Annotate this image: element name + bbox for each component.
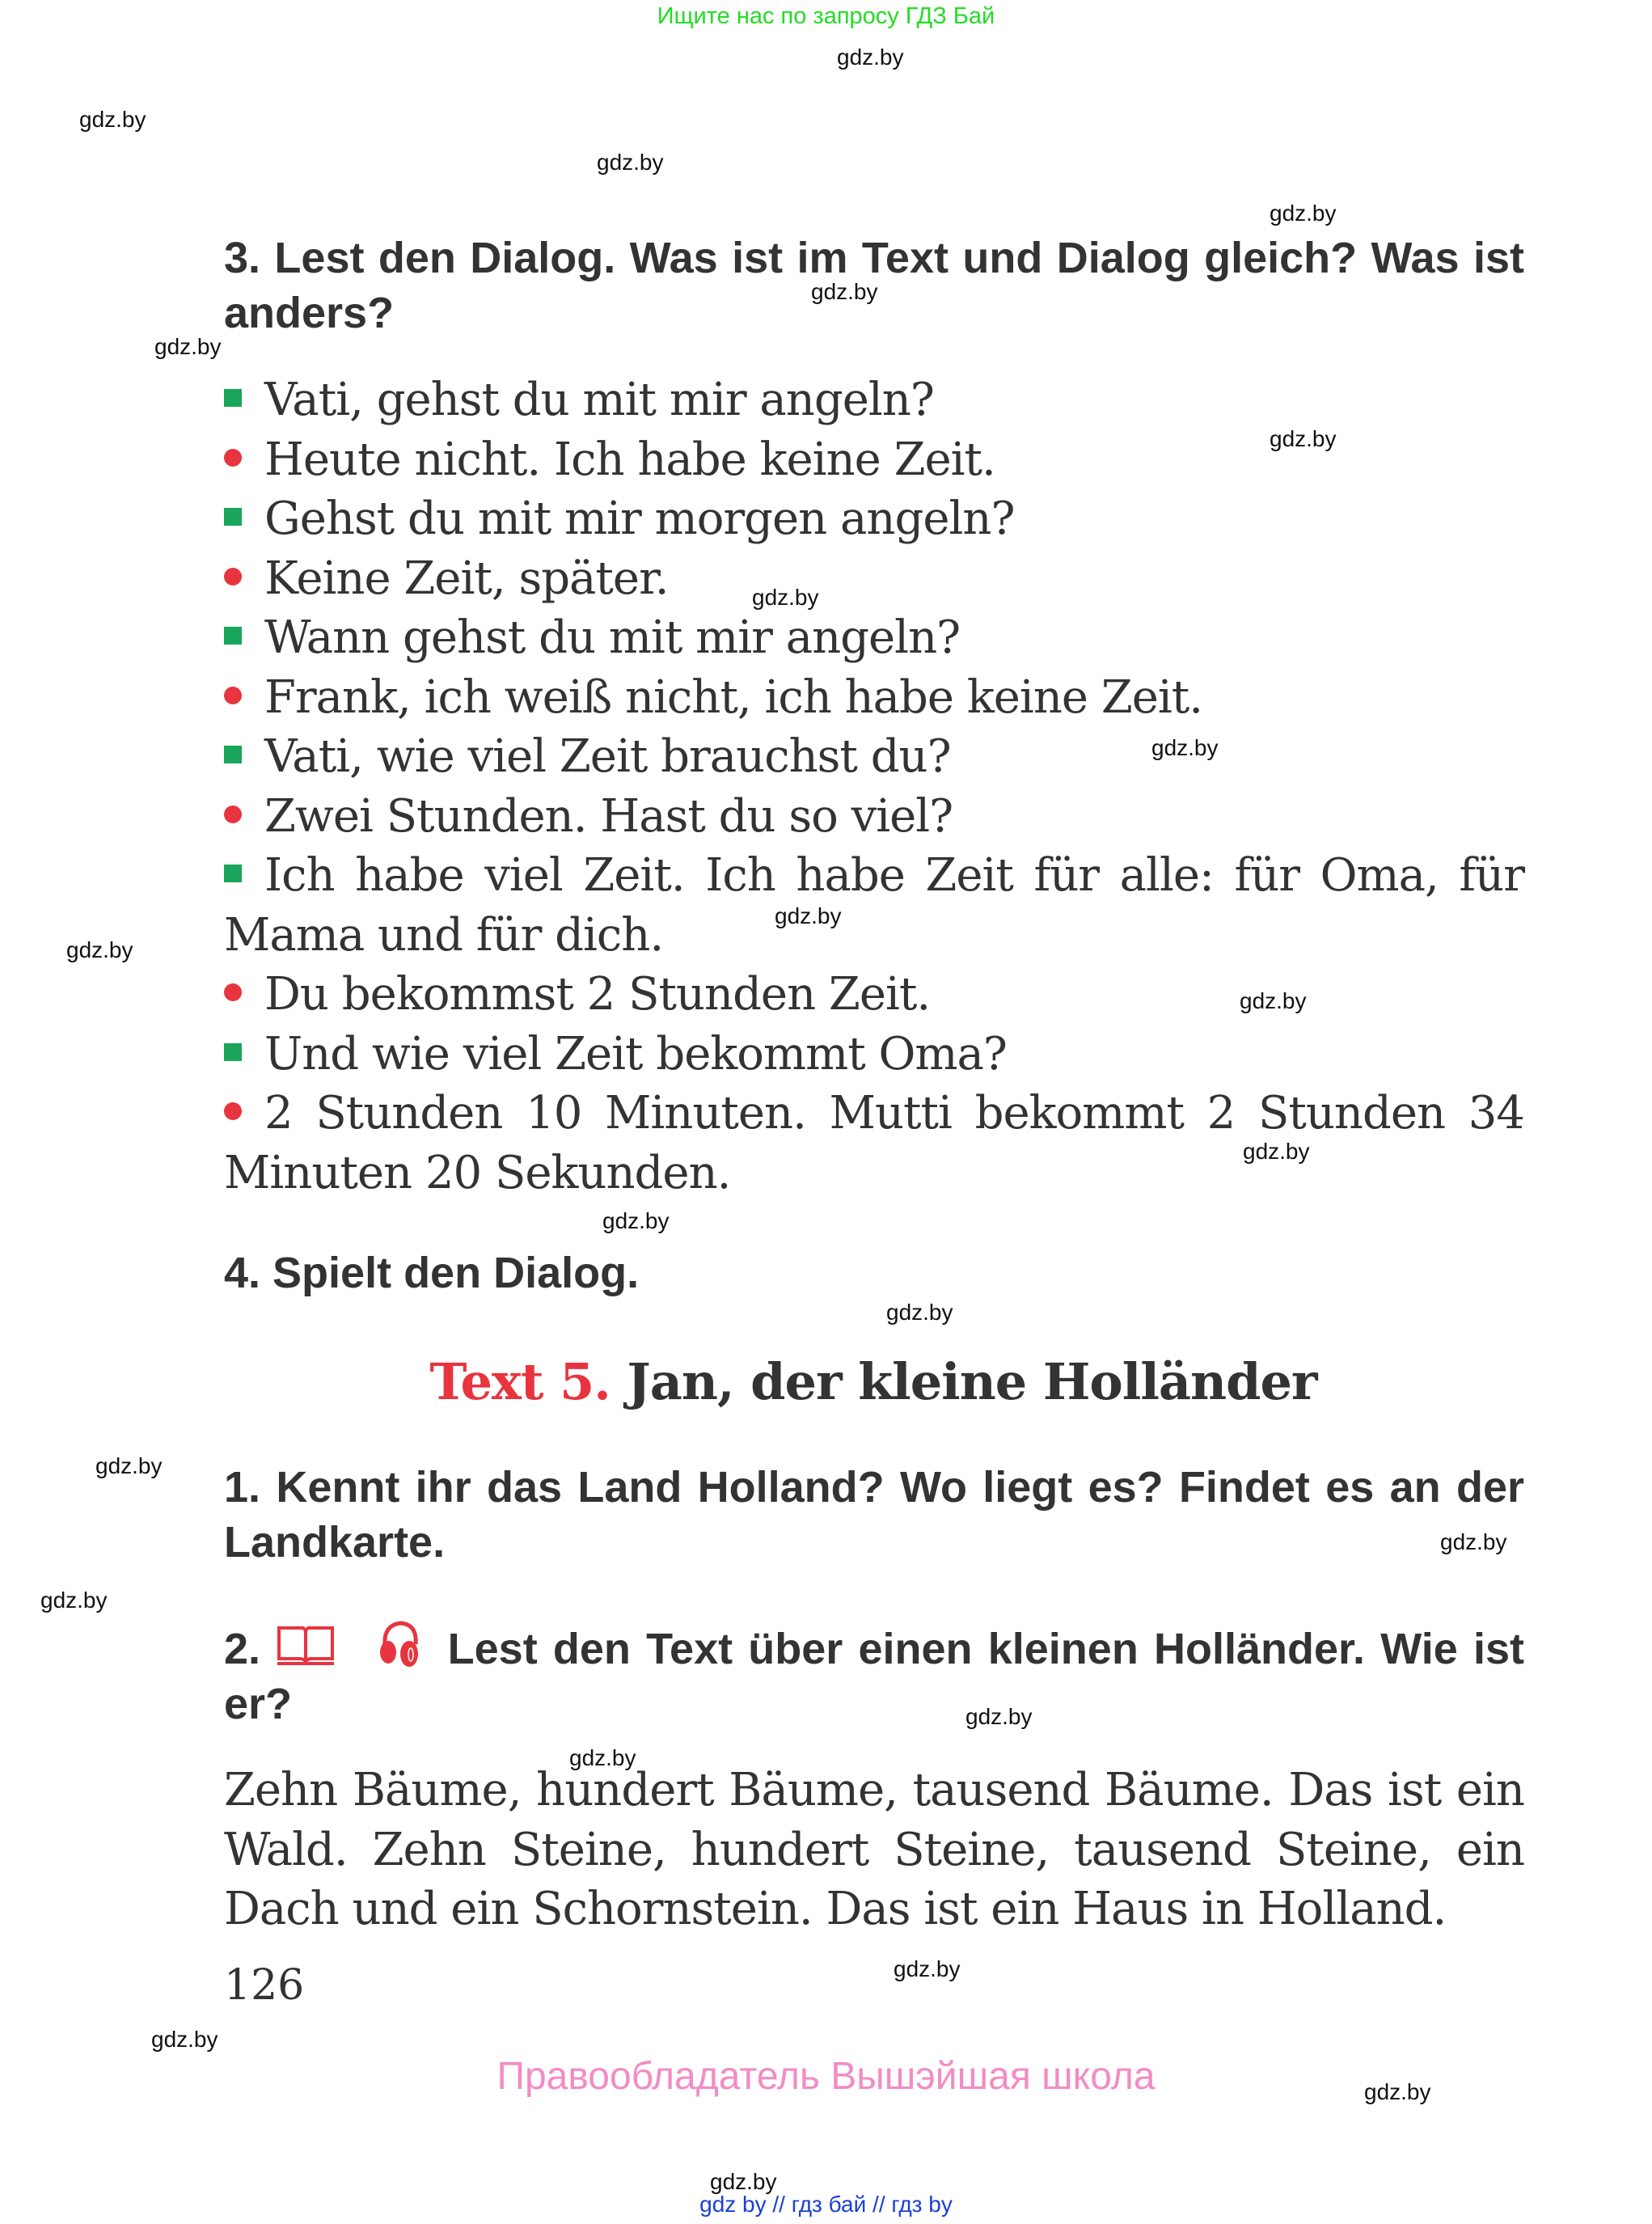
dialog-text: Zwei Stunden. Hast du so viel? [264, 789, 953, 843]
dialog-text: Vati, gehst du mit mir angeln? [264, 374, 934, 426]
section-title-prefix: Text 5. [429, 1352, 611, 1411]
green-square-marker [224, 627, 242, 645]
dialog-line [224, 668, 1524, 728]
green-square-marker [224, 508, 242, 526]
green-square-marker [224, 865, 242, 882]
watermark-text: gdz.by [752, 585, 819, 610]
watermark-text: gdz.by [79, 107, 146, 132]
watermark-text: gdz.by [811, 279, 878, 304]
dialog-line [224, 965, 1524, 1025]
task-2-heading [224, 1620, 1524, 1731]
page-number: 126 [224, 1961, 305, 2010]
copyright-notice: Правообладатель Вышэйшая школа [496, 2055, 1156, 2098]
watermark-text: gdz.by [1270, 201, 1337, 226]
watermark-text: gdz.by [837, 44, 904, 70]
task-2-text: Lest den Text über einen kleinen Holländer. Wie ist er? [224, 1625, 1524, 1728]
dialog-text: 2 Stunden 10 Minuten. Mutti bekommt 2 Stunden 34 Minuten 20 Sekunden. [224, 1087, 1524, 1199]
task-1-heading: 1. Kennt ihr das Land Holland? Wo liegt es? Findet es an der Landkarte. [224, 1463, 1524, 1567]
green-square-marker [224, 389, 242, 407]
dialog-text: Frank, ich weiß nicht, ich habe keine Zeit. [264, 670, 1203, 724]
dialog-line [224, 846, 1524, 965]
dialog-text: Gehst du mit mir morgen angeln? [264, 493, 1015, 545]
dialog-text: Keine Zeit, später. [264, 552, 669, 605]
watermark-text: gdz.by [151, 2027, 218, 2052]
watermark-text: gdz.by [1440, 1529, 1507, 1554]
watermark-text: gdz.by [894, 1956, 961, 1981]
dialog-line [224, 787, 1524, 847]
watermark-text: gdz.by [95, 1453, 163, 1478]
headphones-icon [378, 1620, 420, 1668]
watermark-text: gdz.by [602, 1208, 670, 1233]
dialog-line [224, 1084, 1524, 1203]
dialog-line [224, 1025, 1524, 1085]
red-dot-marker [224, 983, 242, 1001]
watermark-text: gdz.by [597, 150, 664, 175]
book-icon [276, 1621, 336, 1667]
watermark-text: gdz.by [40, 1588, 108, 1613]
reading-text: Zehn Bäume, hundert Bäume, tausend Bäume. Das ist ein Wald. Zehn Steine, hundert Steine, tausend Steine, ein Dach und ein Schornstein. Das ist ein Haus in Holland. [224, 1764, 1524, 1935]
green-square-marker [224, 746, 242, 763]
dialog [224, 370, 1524, 1203]
task-2-number: 2. [224, 1625, 261, 1673]
green-square-marker [224, 1043, 242, 1061]
dialog-text: Vati, wie viel Zeit brauchst du? [264, 730, 951, 783]
watermark-text: gdz.by [1240, 988, 1307, 1013]
dialog-text: Ich habe viel Zeit. Ich habe Zeit für alle: für Oma, für Mama und für dich. [224, 849, 1524, 962]
dialog-text: Und wie viel Zeit bekommt Oma? [264, 1027, 1007, 1080]
watermark-text: gdz.by [775, 903, 842, 928]
red-dot-marker [224, 568, 242, 586]
dialog-line [224, 489, 1524, 549]
red-dot-marker [224, 805, 242, 823]
task-4-heading: 4. Spielt den Dialog. [224, 1249, 640, 1297]
red-dot-marker [224, 687, 242, 704]
search-hint-banner: Ищите нас по запросу ГДЗ Бай [657, 3, 995, 29]
watermark-text: gdz.by [1364, 2079, 1431, 2104]
section-title [0, 1352, 1652, 1411]
watermark-text: gdz.by [1151, 735, 1219, 760]
watermark-text: gdz.by [1243, 1139, 1310, 1164]
watermark-text: gdz.by [886, 1300, 953, 1325]
dialog-line [224, 608, 1524, 668]
footer-links[interactable]: gdz by // гдз бай // гдз by [699, 2192, 953, 2217]
red-dot-marker [224, 1102, 242, 1120]
dialog-line [224, 549, 1524, 609]
dialog-line [224, 370, 1524, 430]
section-title-text: Jan, der kleine Holländer [627, 1352, 1317, 1411]
dialog-line [224, 727, 1524, 787]
dialog-line [224, 430, 1524, 490]
watermark-text: gdz.by [965, 1704, 1033, 1729]
watermark-text: gdz.by [154, 334, 222, 359]
dialog-text: Du bekommst 2 Stunden Zeit. [264, 968, 931, 1021]
watermark-text: gdz.by [1270, 426, 1337, 451]
watermark-text: gdz.by [710, 2169, 777, 2194]
red-dot-marker [224, 449, 242, 467]
dialog-text: Heute nicht. Ich habe keine Zeit. [264, 433, 995, 486]
watermark-text: gdz.by [569, 1745, 636, 1770]
task-3-heading: 3. Lest den Dialog. Was ist im Text und Dialog gleich? Was ist anders? [224, 234, 1524, 337]
dialog-text: Wann gehst du mit mir angeln? [264, 611, 961, 664]
watermark-text: gdz.by [66, 937, 133, 962]
